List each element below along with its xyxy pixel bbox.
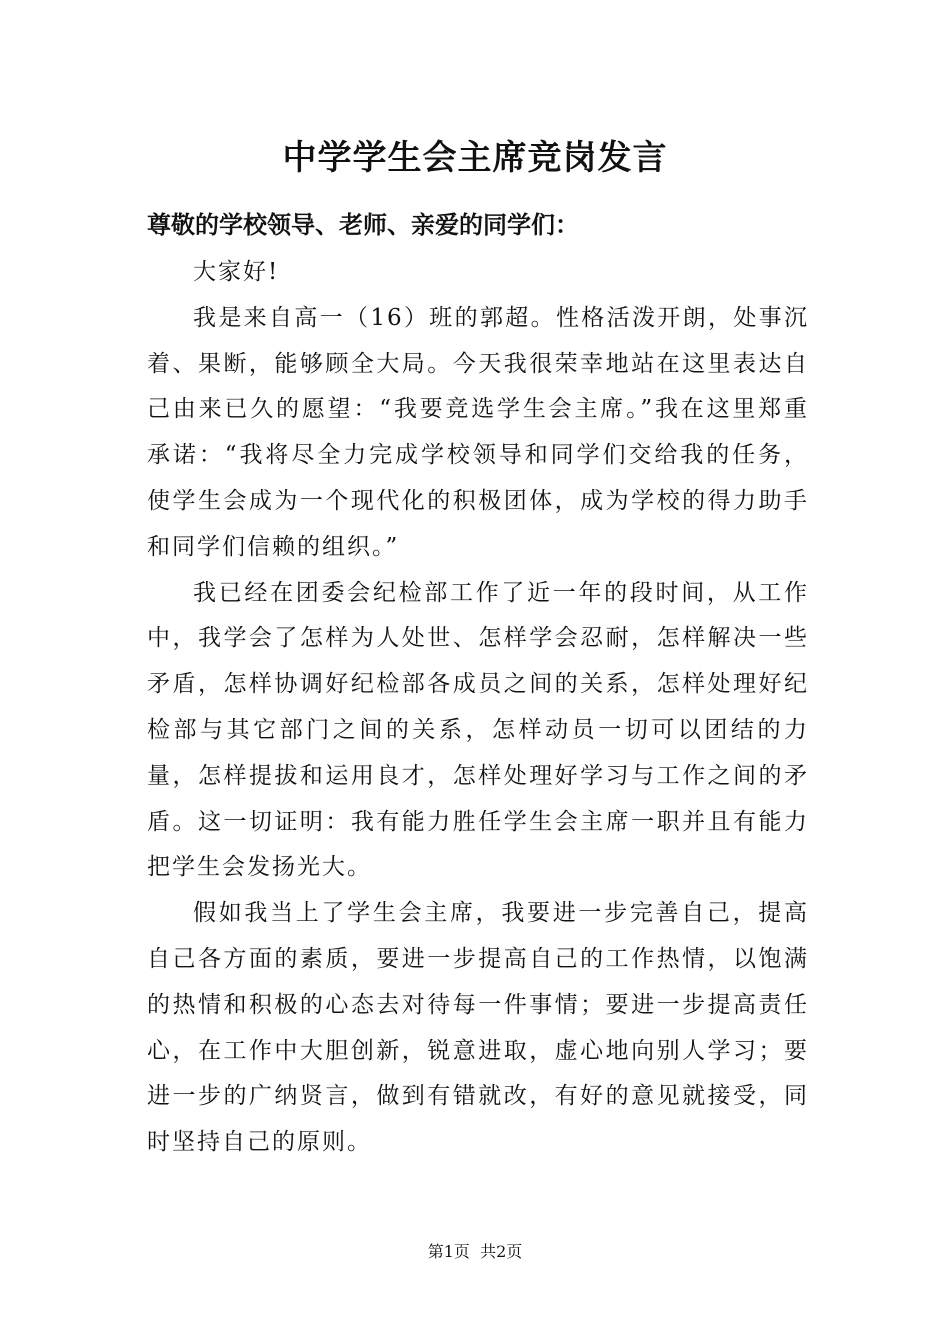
document-title: 中学学生会主席竞岗发言 (282, 138, 668, 178)
page-footer: 第1页 共2页 (427, 1242, 523, 1261)
paragraph-plans: 假如我当上了学生会主席，我要进一步完善自己，提高自己各方面的素质，要进一步提高自己的工作热情，以饱满的热情和积极的心态去对待每一件事情；要进一步提高责任心，在工作中大胆创新，锐意进取，虚心地向别人学习；要进一步的广纳贤言，做到有错就改，有好的意见就接受，同时坚持自己的原则。 (147, 900, 809, 1156)
paragraph-experience: 我已经在团委会纪检部工作了近一年的段时间，从工作中，我学会了怎样为人处世、怎样学会忍耐，怎样解决一些矛盾，怎样协调好纪检部各成员之间的关系，怎样处理好纪检部与其它部门之间的关系，怎样动员一切可以团结的力量，怎样提拔和运用良才，怎样处理好学习与工作之间的矛盾。这一切证明：我有能力胜任学生会主席一职并且有能力把学生会发扬光大。 (147, 579, 809, 881)
paragraph-greeting: 大家好! (193, 259, 280, 285)
paragraph-introduction: 我是来自高一（16）班的郭超。性格活泼开朗，处事沉着、果断，能够顾全大局。今天我很荣幸地站在这里表达自己由来已久的愿望：“我要竞选学生会主席。”我在这里郑重承诺：“我将尽全力完成学校领导和同学们交给我的任务，使学生会成为一个现代化的积极团体，成为学校的得力助手和同学们信赖的组织。” (147, 304, 809, 560)
document-body (147, 250, 809, 1166)
salutation: 尊敬的学校领导、老师、亲爱的同学们： (147, 210, 579, 239)
